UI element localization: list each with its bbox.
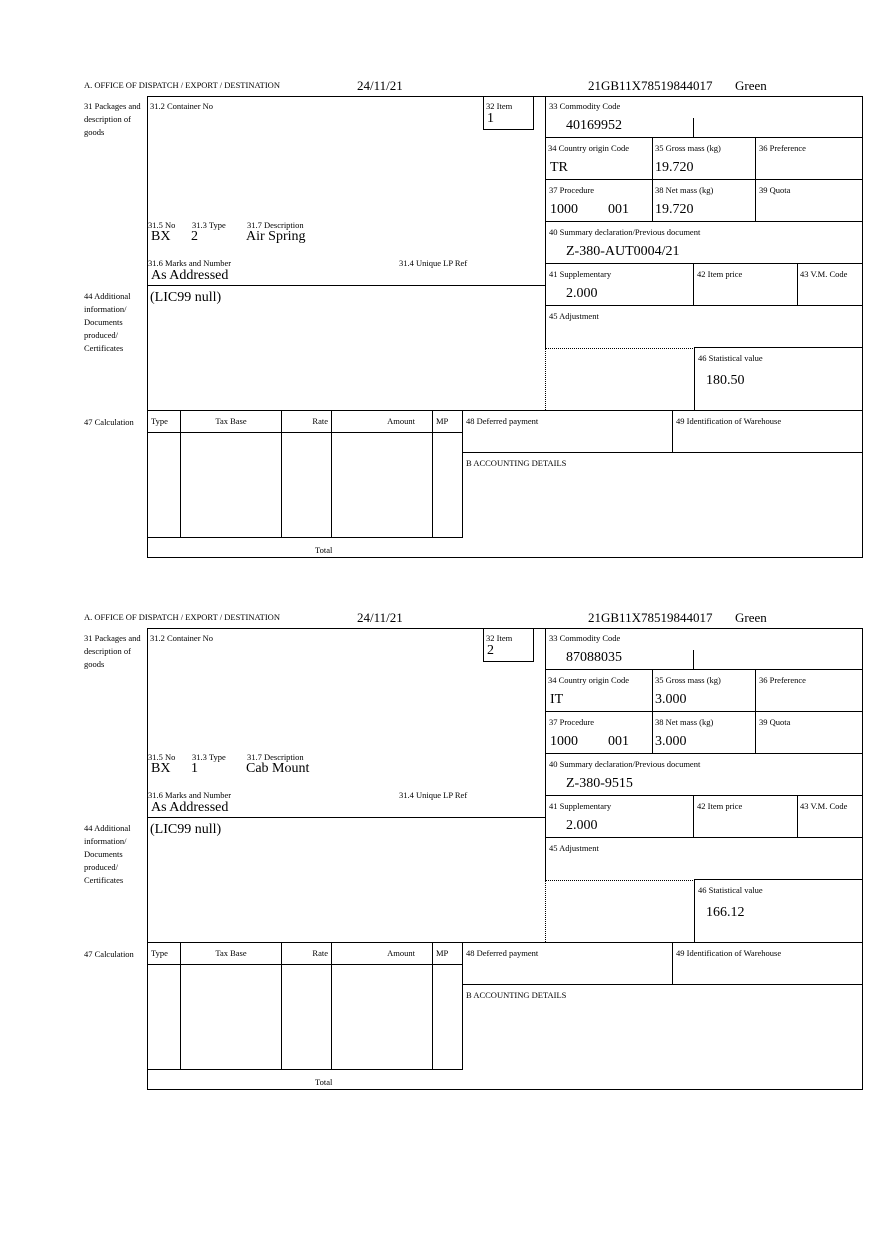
marks-label: 31.6 Marks and Number <box>148 258 232 268</box>
accounting-label: B ACCOUNTING DETAILS <box>466 458 567 468</box>
col-rate-header: Rate <box>312 416 328 426</box>
marks-label: 31.6 Marks and Number <box>148 790 232 800</box>
preference-label: 36 Preference <box>759 143 806 153</box>
statistical-value-value: 166.12 <box>706 905 745 920</box>
pkg-no-label: 31.5 No <box>148 220 176 230</box>
description-label: 31.7 Description <box>247 220 304 230</box>
procedure-label: 37 Procedure <box>549 717 595 727</box>
adjustment-label: 45 Adjustment <box>549 843 599 853</box>
preference-label: 36 Preference <box>759 675 806 685</box>
additional-info-value: (LIC99 null) <box>150 290 222 305</box>
col-rate-header: Rate <box>312 948 328 958</box>
declaration-form-item-1 <box>0 0 882 555</box>
declaration-date: 24/11/21 <box>357 78 403 93</box>
gross-mass-label: 35 Gross mass (kg) <box>655 143 721 153</box>
commodity-code-value: 87088035 <box>566 650 622 665</box>
statistical-value-label: 46 Statistical value <box>698 353 763 363</box>
summary-declaration-value: Z-380-9515 <box>566 776 633 791</box>
calculation-label: 47 Calculation <box>84 949 134 959</box>
item-price-label: 42 Item price <box>697 801 743 811</box>
office-label: A. OFFICE OF DISPATCH / EXPORT / DESTINATION <box>84 612 280 622</box>
supplementary-label: 41 Supplementary <box>549 801 612 811</box>
net-mass-label: 38 Net mass (kg) <box>655 185 714 195</box>
country-origin-label: 34 Country origin Code <box>548 675 629 685</box>
declaration-reference: 21GB11X78519844017 <box>588 610 713 625</box>
gross-mass-value: 19.720 <box>655 160 694 175</box>
item-label: 32 Item <box>486 633 513 643</box>
total-label: Total <box>315 1077 333 1087</box>
declaration-form-item-2 <box>0 532 882 1087</box>
summary-declaration-label: 40 Summary declaration/Previous document <box>549 227 701 237</box>
item-price-label: 42 Item price <box>697 269 743 279</box>
pkg-type-value: 2 <box>191 229 198 244</box>
deferred-payment-label: 48 Deferred payment <box>466 416 539 426</box>
additional-info-label: 44 Additional information/ Documents produced/ Certificates <box>84 291 131 353</box>
col-mp-header: MP <box>436 416 449 426</box>
pkg-no-value: BX <box>151 229 171 244</box>
pkg-type-label: 31.3 Type <box>192 752 226 762</box>
marks-value: As Addressed <box>151 800 229 815</box>
commodity-code-value: 40169952 <box>566 118 622 133</box>
additional-info-label: 44 Additional information/ Documents produced/ Certificates <box>84 823 131 885</box>
adjustment-label: 45 Adjustment <box>549 311 599 321</box>
container-no-label: 31.2 Container No <box>150 101 214 111</box>
gross-mass-value: 3.000 <box>655 692 687 707</box>
deferred-payment-label: 48 Deferred payment <box>466 948 539 958</box>
procedure-extra-value: 001 <box>608 202 629 217</box>
container-no-label: 31.2 Container No <box>150 633 214 643</box>
unique-ref-label: 31.4 Unique LP Ref <box>399 258 468 268</box>
supplementary-value: 2.000 <box>566 286 598 301</box>
procedure-code-value: 1000 <box>550 202 578 217</box>
item-label: 32 Item <box>486 101 513 111</box>
description-value: Air Spring <box>246 229 306 244</box>
net-mass-value: 19.720 <box>655 202 694 217</box>
quota-label: 39 Quota <box>759 185 791 195</box>
unique-ref-label: 31.4 Unique LP Ref <box>399 790 468 800</box>
col-type-header: Type <box>151 416 168 426</box>
pkg-no-value: BX <box>151 761 171 776</box>
col-amount-header: Amount <box>387 416 415 426</box>
statistical-value-label: 46 Statistical value <box>698 885 763 895</box>
pkg-no-label: 31.5 No <box>148 752 176 762</box>
vm-code-label: 43 V.M. Code <box>800 269 848 279</box>
item-number: 2 <box>487 643 494 658</box>
summary-declaration-label: 40 Summary declaration/Previous document <box>549 759 701 769</box>
summary-declaration-value: Z-380-AUT0004/21 <box>566 244 680 259</box>
col-amount-header: Amount <box>387 948 415 958</box>
route-indicator: Green <box>735 610 767 625</box>
quota-label: 39 Quota <box>759 717 791 727</box>
country-origin-value: TR <box>550 160 568 175</box>
description-label: 31.7 Description <box>247 752 304 762</box>
office-label: A. OFFICE OF DISPATCH / EXPORT / DESTINATION <box>84 80 280 90</box>
net-mass-label: 38 Net mass (kg) <box>655 717 714 727</box>
country-origin-label: 34 Country origin Code <box>548 143 629 153</box>
country-origin-value: IT <box>550 692 564 707</box>
vm-code-label: 43 V.M. Code <box>800 801 848 811</box>
procedure-extra-value: 001 <box>608 734 629 749</box>
col-tax-base-header: Tax Base <box>215 948 247 958</box>
procedure-label: 37 Procedure <box>549 185 595 195</box>
declaration-date: 24/11/21 <box>357 610 403 625</box>
net-mass-value: 3.000 <box>655 734 687 749</box>
packages-label: 31 Packages and description of goods <box>84 101 141 137</box>
warehouse-label: 49 Identification of Warehouse <box>676 948 782 958</box>
col-type-header: Type <box>151 948 168 958</box>
supplementary-value: 2.000 <box>566 818 598 833</box>
total-label: Total <box>315 545 333 555</box>
pkg-type-label: 31.3 Type <box>192 220 226 230</box>
statistical-value-value: 180.50 <box>706 373 745 388</box>
col-tax-base-header: Tax Base <box>215 416 247 426</box>
marks-value: As Addressed <box>151 268 229 283</box>
commodity-code-label: 33 Commodity Code <box>549 633 621 643</box>
supplementary-label: 41 Supplementary <box>549 269 612 279</box>
pkg-type-value: 1 <box>191 761 198 776</box>
packages-label: 31 Packages and description of goods <box>84 633 141 669</box>
accounting-label: B ACCOUNTING DETAILS <box>466 990 567 1000</box>
item-number: 1 <box>487 111 494 126</box>
calculation-label: 47 Calculation <box>84 417 134 427</box>
warehouse-label: 49 Identification of Warehouse <box>676 416 782 426</box>
description-value: Cab Mount <box>246 761 310 776</box>
commodity-code-label: 33 Commodity Code <box>549 101 621 111</box>
procedure-code-value: 1000 <box>550 734 578 749</box>
declaration-reference: 21GB11X78519844017 <box>588 78 713 93</box>
gross-mass-label: 35 Gross mass (kg) <box>655 675 721 685</box>
col-mp-header: MP <box>436 948 449 958</box>
additional-info-value: (LIC99 null) <box>150 822 222 837</box>
route-indicator: Green <box>735 78 767 93</box>
